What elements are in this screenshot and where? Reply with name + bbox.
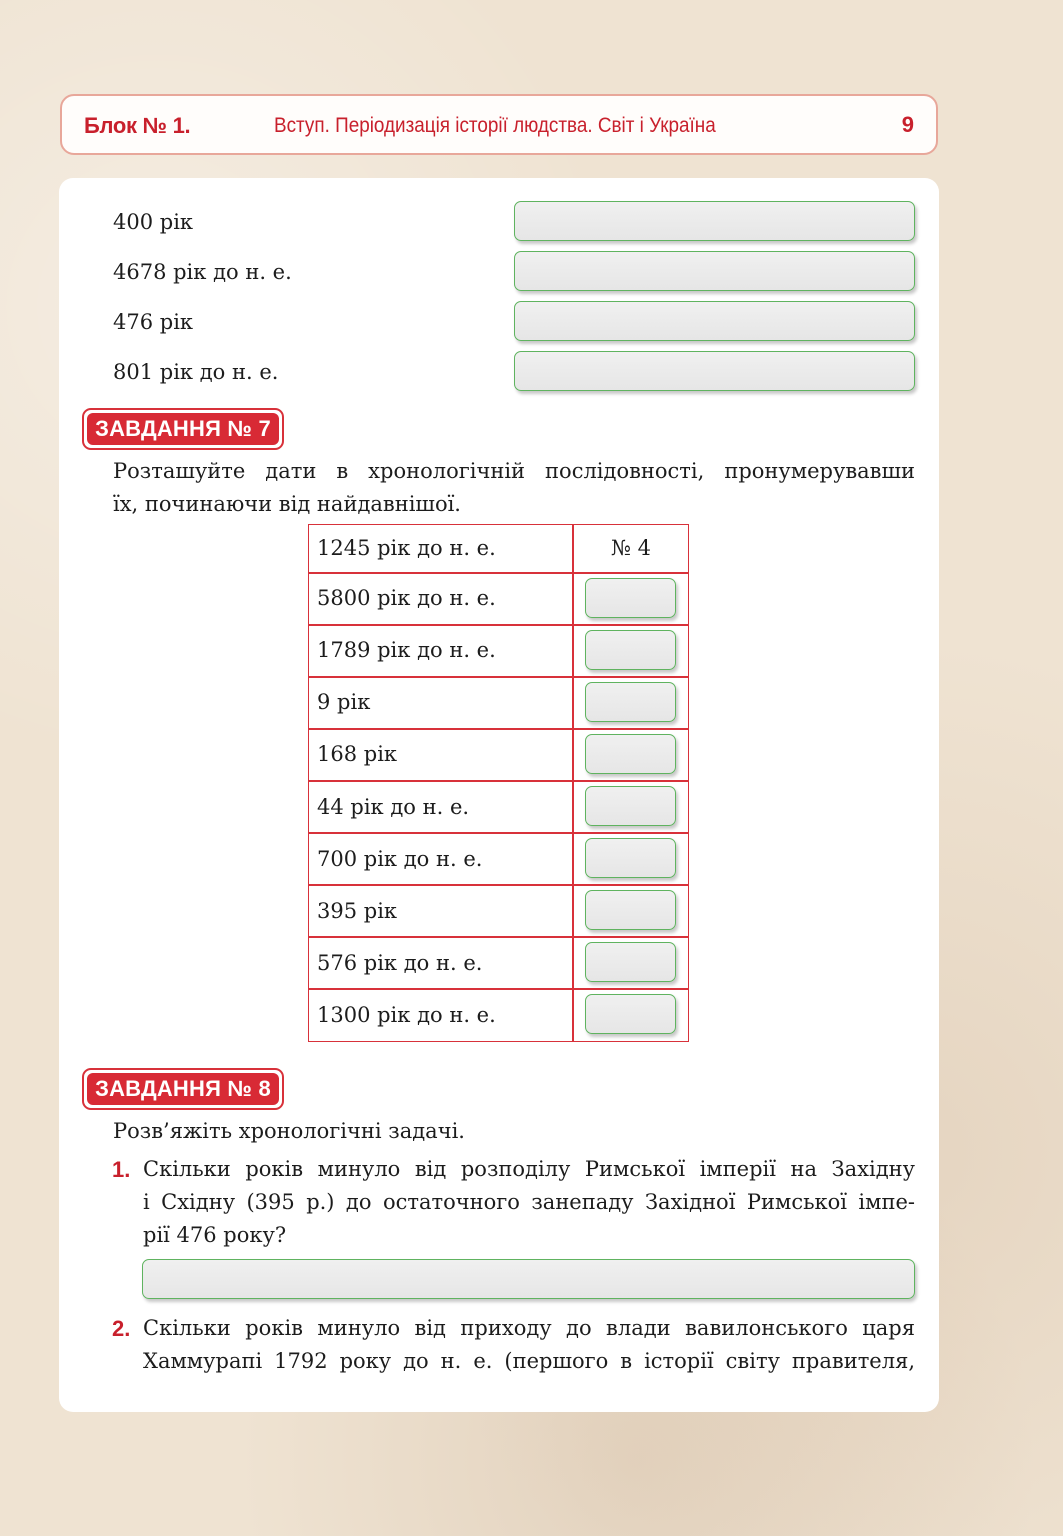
order-input[interactable] bbox=[585, 890, 676, 930]
prev-row-label: 400 рік bbox=[113, 210, 194, 234]
order-input[interactable] bbox=[585, 994, 676, 1034]
prev-row-label: 4678 рік до н. е. bbox=[113, 260, 292, 284]
answer-field[interactable] bbox=[514, 301, 915, 341]
table-divider bbox=[309, 572, 688, 574]
question-text bbox=[143, 1153, 915, 1252]
order-input[interactable] bbox=[585, 682, 676, 722]
block-label: Блок № 1. bbox=[84, 113, 191, 138]
table-divider bbox=[309, 884, 688, 886]
question-line: Скільки років минуло від приходу до влади вавилонського царя bbox=[143, 1316, 915, 1340]
answer-field[interactable] bbox=[514, 251, 915, 291]
prev-row-label: 801 рік до н. е. bbox=[113, 360, 279, 384]
task-7-badge-label: ЗАВДАННЯ № 7 bbox=[87, 413, 279, 445]
table-date: 168 рік bbox=[317, 742, 398, 766]
order-input[interactable] bbox=[585, 578, 676, 618]
question-line: рії 476 року? bbox=[143, 1223, 287, 1247]
table-date: 1300 рік до н. е. bbox=[317, 1003, 496, 1027]
table-divider bbox=[309, 728, 688, 730]
table-divider bbox=[309, 780, 688, 782]
order-input[interactable] bbox=[585, 734, 676, 774]
table-date: 395 рік bbox=[317, 899, 398, 923]
table-divider bbox=[309, 624, 688, 626]
table-date: 576 рік до н. е. bbox=[317, 951, 483, 975]
question-line: Скільки років минуло від розподілу Римської імперії на Західну bbox=[143, 1157, 915, 1181]
table-date: 5800 рік до н. е. bbox=[317, 586, 496, 610]
order-input[interactable] bbox=[585, 942, 676, 982]
table-date: 700 рік до н. е. bbox=[317, 847, 483, 871]
question-number: 1. bbox=[112, 1157, 131, 1182]
task-7-badge bbox=[82, 408, 284, 450]
question-text bbox=[143, 1312, 915, 1378]
order-input[interactable] bbox=[585, 630, 676, 670]
question-line: Хаммурапі 1792 року до н. е. (першого в історії світу правителя, bbox=[143, 1349, 915, 1373]
answer-field[interactable] bbox=[514, 201, 915, 241]
task-7-instruction-line2: їх, починаючи від найдавнішої. bbox=[113, 492, 461, 516]
question-number: 2. bbox=[112, 1316, 131, 1341]
page-header bbox=[60, 94, 938, 155]
task-8-badge-label: ЗАВДАННЯ № 8 bbox=[87, 1073, 279, 1105]
table-divider bbox=[572, 525, 574, 1041]
order-input[interactable] bbox=[585, 786, 676, 826]
table-date: 9 рік bbox=[317, 690, 371, 714]
task-8-instruction: Розв’яжіть хронологічні задачі. bbox=[113, 1119, 465, 1143]
answer-field[interactable] bbox=[514, 351, 915, 391]
table-divider bbox=[309, 988, 688, 990]
table-date: 1245 рік до н. е. bbox=[317, 536, 496, 560]
table-divider bbox=[309, 936, 688, 938]
question-line: і Східну (395 р.) до остаточного занепаду Західної Римської імпе- bbox=[143, 1190, 915, 1214]
chronology-table bbox=[308, 524, 689, 1042]
prev-row-label: 476 рік bbox=[113, 310, 194, 334]
task-7-instruction-line1: Розташуйте дати в хронологічній послідовності, пронумерувавши bbox=[113, 459, 915, 483]
task-8-badge bbox=[82, 1068, 284, 1110]
order-input[interactable] bbox=[585, 838, 676, 878]
question-1-answer-field[interactable] bbox=[142, 1259, 915, 1299]
table-divider bbox=[309, 832, 688, 834]
table-date: 44 рік до н. е. bbox=[317, 795, 470, 819]
block-title: Вступ. Періодизація історії людства. Світ і Україна bbox=[274, 114, 716, 137]
table-divider bbox=[309, 676, 688, 678]
table-order-number: № 4 bbox=[611, 536, 651, 560]
page-number: 9 bbox=[901, 112, 914, 137]
table-date: 1789 рік до н. е. bbox=[317, 638, 496, 662]
